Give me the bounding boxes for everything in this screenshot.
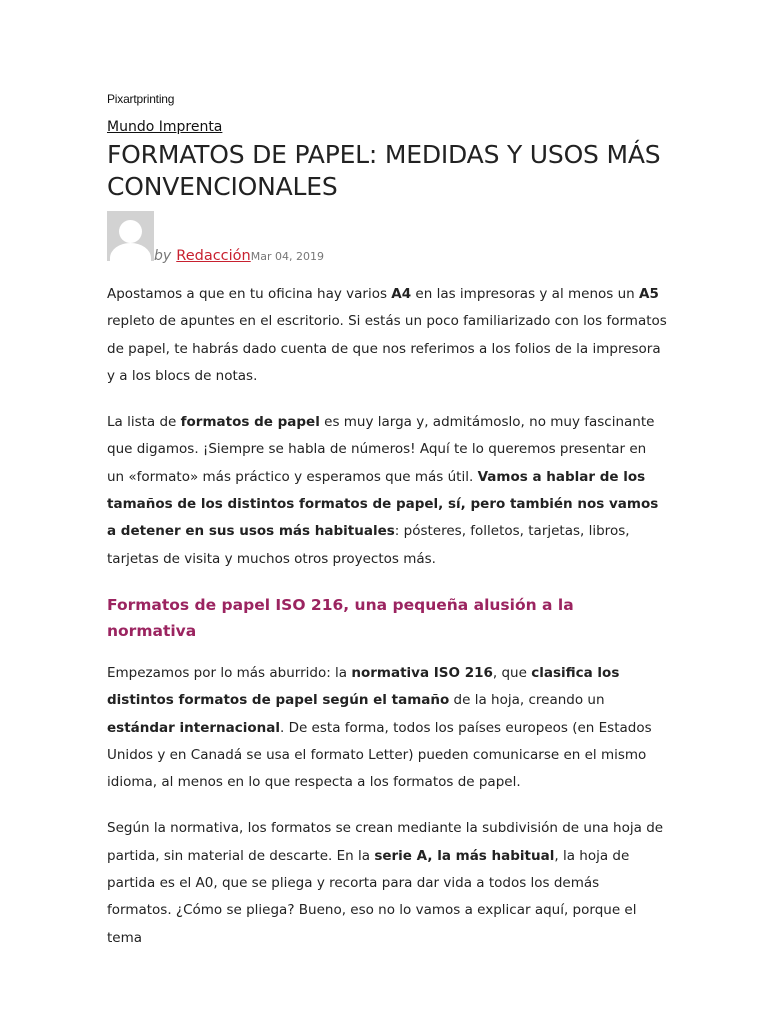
text: Apostamos a que en tu oficina hay varios [107, 286, 392, 302]
text: . De esta forma, todos los países europeos (en Estados Unidos y en Canadá se usa el formato Letter) pueden comunicarse en el mismo idioma, al menos en lo que respecta a los formatos de papel. [107, 719, 652, 791]
bold-text: Vamos a hablar de los tamaños de los distintos formatos de papel, sí, pero también nos vamos a detener en sus usos más habituales [107, 468, 659, 540]
paragraph-list [107, 409, 667, 573]
avatar-head-shape [119, 220, 142, 243]
bold-text: estándar internacional [107, 719, 280, 736]
section-heading: Formatos de papel ISO 216, una pequeña alusión a la normativa [107, 595, 574, 640]
byline-text [154, 245, 324, 264]
bold-text: formatos de papel [180, 414, 320, 431]
paragraph-iso [107, 660, 667, 796]
site-name[interactable]: Pixartprinting [107, 92, 175, 106]
article-title: FORMATOS DE PAPEL: MEDIDAS Y USOS MÁS CONVENCIONALES [107, 140, 661, 201]
author-link[interactable]: Redacción [176, 248, 251, 264]
bold-text: serie A, la más habitual [374, 847, 555, 864]
text: repleto de apuntes en el escritorio. Si estás un poco familiarizado con los formatos de papel, te habrás dado cuenta de que nos referimos a los folios de la impresora y a los blocs de notas. [107, 313, 667, 384]
avatar-shoulders-shape [110, 243, 151, 261]
bold-text: clasifica los distintos formatos de papel según el tamaño [107, 664, 620, 709]
category-link[interactable]: Mundo Imprenta [107, 119, 223, 135]
bold-text: normativa ISO 216 [351, 664, 493, 681]
bold-text: A5 [639, 286, 659, 302]
paragraph-series [107, 815, 667, 951]
bold-text: A4 [391, 286, 412, 302]
text: , que [492, 664, 532, 681]
author-avatar-icon [107, 211, 154, 261]
text: Según la normativa, los formatos se crean mediante la subdivisión de una hoja de partida, sin material de descarte. En la [107, 820, 664, 864]
text: , la hoja de partida es el A0, que se pliega y recorta para dar vida a todos los demás formatos. ¿Cómo se pliega? Bueno, eso no lo vamos a explicar aquí, porque el tema [107, 847, 637, 946]
text: de la hoja, creando un [449, 692, 605, 709]
article-body [107, 281, 667, 971]
publish-date: Mar 04, 2019 [250, 250, 324, 263]
text: en las impresoras y al menos un [411, 286, 639, 302]
text: Empezamos por lo más aburrido: la [107, 664, 352, 681]
text: La lista de [107, 414, 181, 431]
byline-by: by [154, 248, 172, 264]
text: : pósteres, folletos, tarjetas, libros, tarjetas de visita y muchos otros proyectos más. [107, 523, 630, 567]
paragraph-intro [107, 281, 667, 390]
text: es muy larga y, admitámoslo, no muy fascinante que digamos. ¡Siempre se habla de números! Aquí te lo queremos presentar en un «formato» más práctico y esperamos que más útil. [107, 414, 655, 485]
byline [107, 211, 667, 264]
